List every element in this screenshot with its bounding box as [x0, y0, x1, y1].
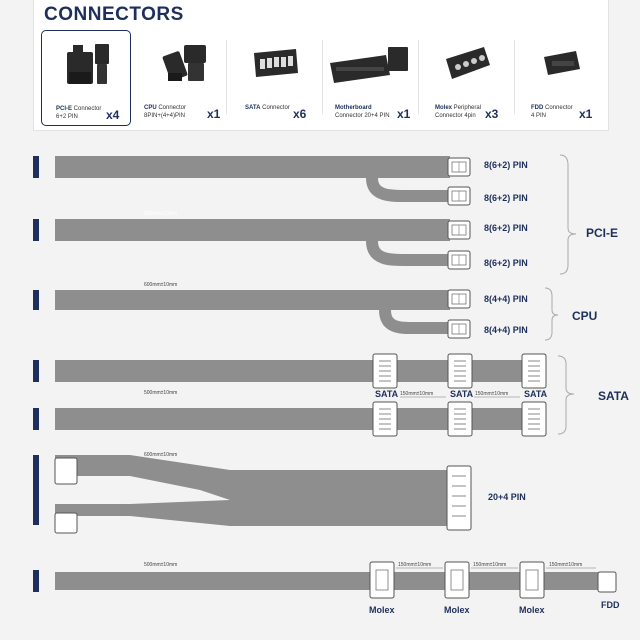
length-label: 500mm±10mm: [144, 562, 178, 568]
pcie-pin-label: 8(6+2) PIN: [484, 258, 528, 268]
molex-cable: [55, 572, 600, 590]
connector-card-molex[interactable]: Molex Peripheral Connector 4pin x3: [419, 30, 515, 126]
cpu-bracket: [545, 288, 558, 340]
fdd-label: FDD: [601, 600, 620, 610]
cpu-cable: [55, 290, 450, 310]
cpu-branch: [385, 310, 450, 328]
sata-connector: [522, 354, 546, 388]
fdd-connector: [598, 572, 616, 592]
pcie-connector-4: [448, 251, 470, 269]
motherboard-cable: [55, 455, 450, 526]
pcie-branch-1: [372, 178, 450, 196]
connector-name: Motherboard: [335, 105, 372, 111]
connector-name: PCI-E: [56, 106, 73, 112]
blue-marker: [33, 570, 39, 592]
length-label: 150mm±10mm: [473, 562, 507, 568]
connector-card-sata[interactable]: SATA Connector x6: [227, 30, 323, 126]
blue-marker: [33, 156, 39, 178]
pcie-connector-1: [448, 158, 470, 176]
molex-label: Molex: [369, 605, 395, 615]
sata-label: SATA: [524, 389, 548, 399]
connector-count: x1: [579, 107, 593, 121]
connector-count: x3: [485, 107, 499, 121]
cpu-pin-label: 8(4+4) PIN: [484, 294, 528, 304]
blue-marker: [33, 360, 39, 382]
cpu-group-label: CPU: [572, 309, 598, 323]
connector-name: Molex: [435, 105, 453, 111]
sata-connector: [373, 354, 397, 388]
sata-label: SATA: [375, 389, 399, 399]
pcie-pin-label: 8(6+2) PIN: [484, 193, 528, 203]
pcie-connector-3: [448, 221, 470, 239]
molex-connector: [445, 562, 469, 598]
sata-bracket: [558, 356, 574, 434]
connector-card-cpu[interactable]: CPU Connector 8PIN+(4+4)PIN x1: [131, 30, 227, 126]
length-label: 500mm±10mm: [144, 390, 178, 396]
blue-marker: [33, 408, 39, 430]
pcie-pin-label: 8(6+2) PIN: [484, 160, 528, 170]
page-title: CONNECTORS: [44, 4, 184, 25]
length-label: 150mm±10mm: [398, 562, 432, 568]
connector-name: CPU: [144, 105, 157, 111]
length-label: 600mm±10mm: [144, 452, 178, 458]
connector-count: x6: [293, 107, 307, 121]
sata-connector: [522, 402, 546, 436]
sata-label: SATA: [450, 389, 474, 399]
molex-connector: [520, 562, 544, 598]
motherboard-connector-small: [55, 513, 77, 533]
blue-marker: [33, 455, 39, 525]
pcie-cable-1: [55, 156, 450, 178]
cpu-pin-label: 8(4+4) PIN: [484, 325, 528, 335]
sata-connector: [373, 402, 397, 436]
molex-label: Molex: [519, 605, 545, 615]
blue-marker: [33, 219, 39, 241]
pcie-pin-label: 8(6+2) PIN: [484, 223, 528, 233]
molex-label: Molex: [444, 605, 470, 615]
length-label: 150mm±10mm: [475, 391, 509, 397]
connector-name: SATA: [245, 105, 261, 111]
connector-name: FDD: [531, 105, 544, 111]
connector-card-motherboard[interactable]: Motherboard Connector 20+4 PIN x1: [323, 30, 419, 126]
motherboard-connector-small: [55, 458, 77, 484]
length-label: 150mm±10mm: [400, 391, 434, 397]
length-label: 600mm±10mm: [144, 282, 178, 288]
pcie-branch-2: [372, 241, 450, 260]
pcie-group-label: PCI-E: [586, 226, 619, 240]
connector-count: x1: [207, 107, 221, 121]
motherboard-label: 20+4 PIN: [488, 492, 526, 502]
sata-connector: [448, 402, 472, 436]
pcie-bracket: [560, 155, 576, 274]
connector-count: x4: [106, 108, 120, 122]
cpu-connector-2: [448, 320, 470, 338]
pcie-connector-2: [448, 187, 470, 205]
pcie-cable-2: [55, 219, 450, 241]
blue-marker: [33, 290, 39, 310]
connector-card-fdd[interactable]: FDD Connector 4 PIN x1: [515, 30, 609, 126]
cpu-connector-1: [448, 290, 470, 308]
sata-connector: [448, 354, 472, 388]
connector-count: x1: [397, 107, 411, 121]
length-label: 600mm±10mm: [144, 211, 178, 217]
length-label: 150mm±10mm: [549, 562, 583, 568]
molex-connector: [370, 562, 394, 598]
sata-group-label: SATA: [598, 389, 629, 403]
connector-card-pcie[interactable]: PCI-E Connector 6+2 PIN x4: [41, 30, 131, 126]
